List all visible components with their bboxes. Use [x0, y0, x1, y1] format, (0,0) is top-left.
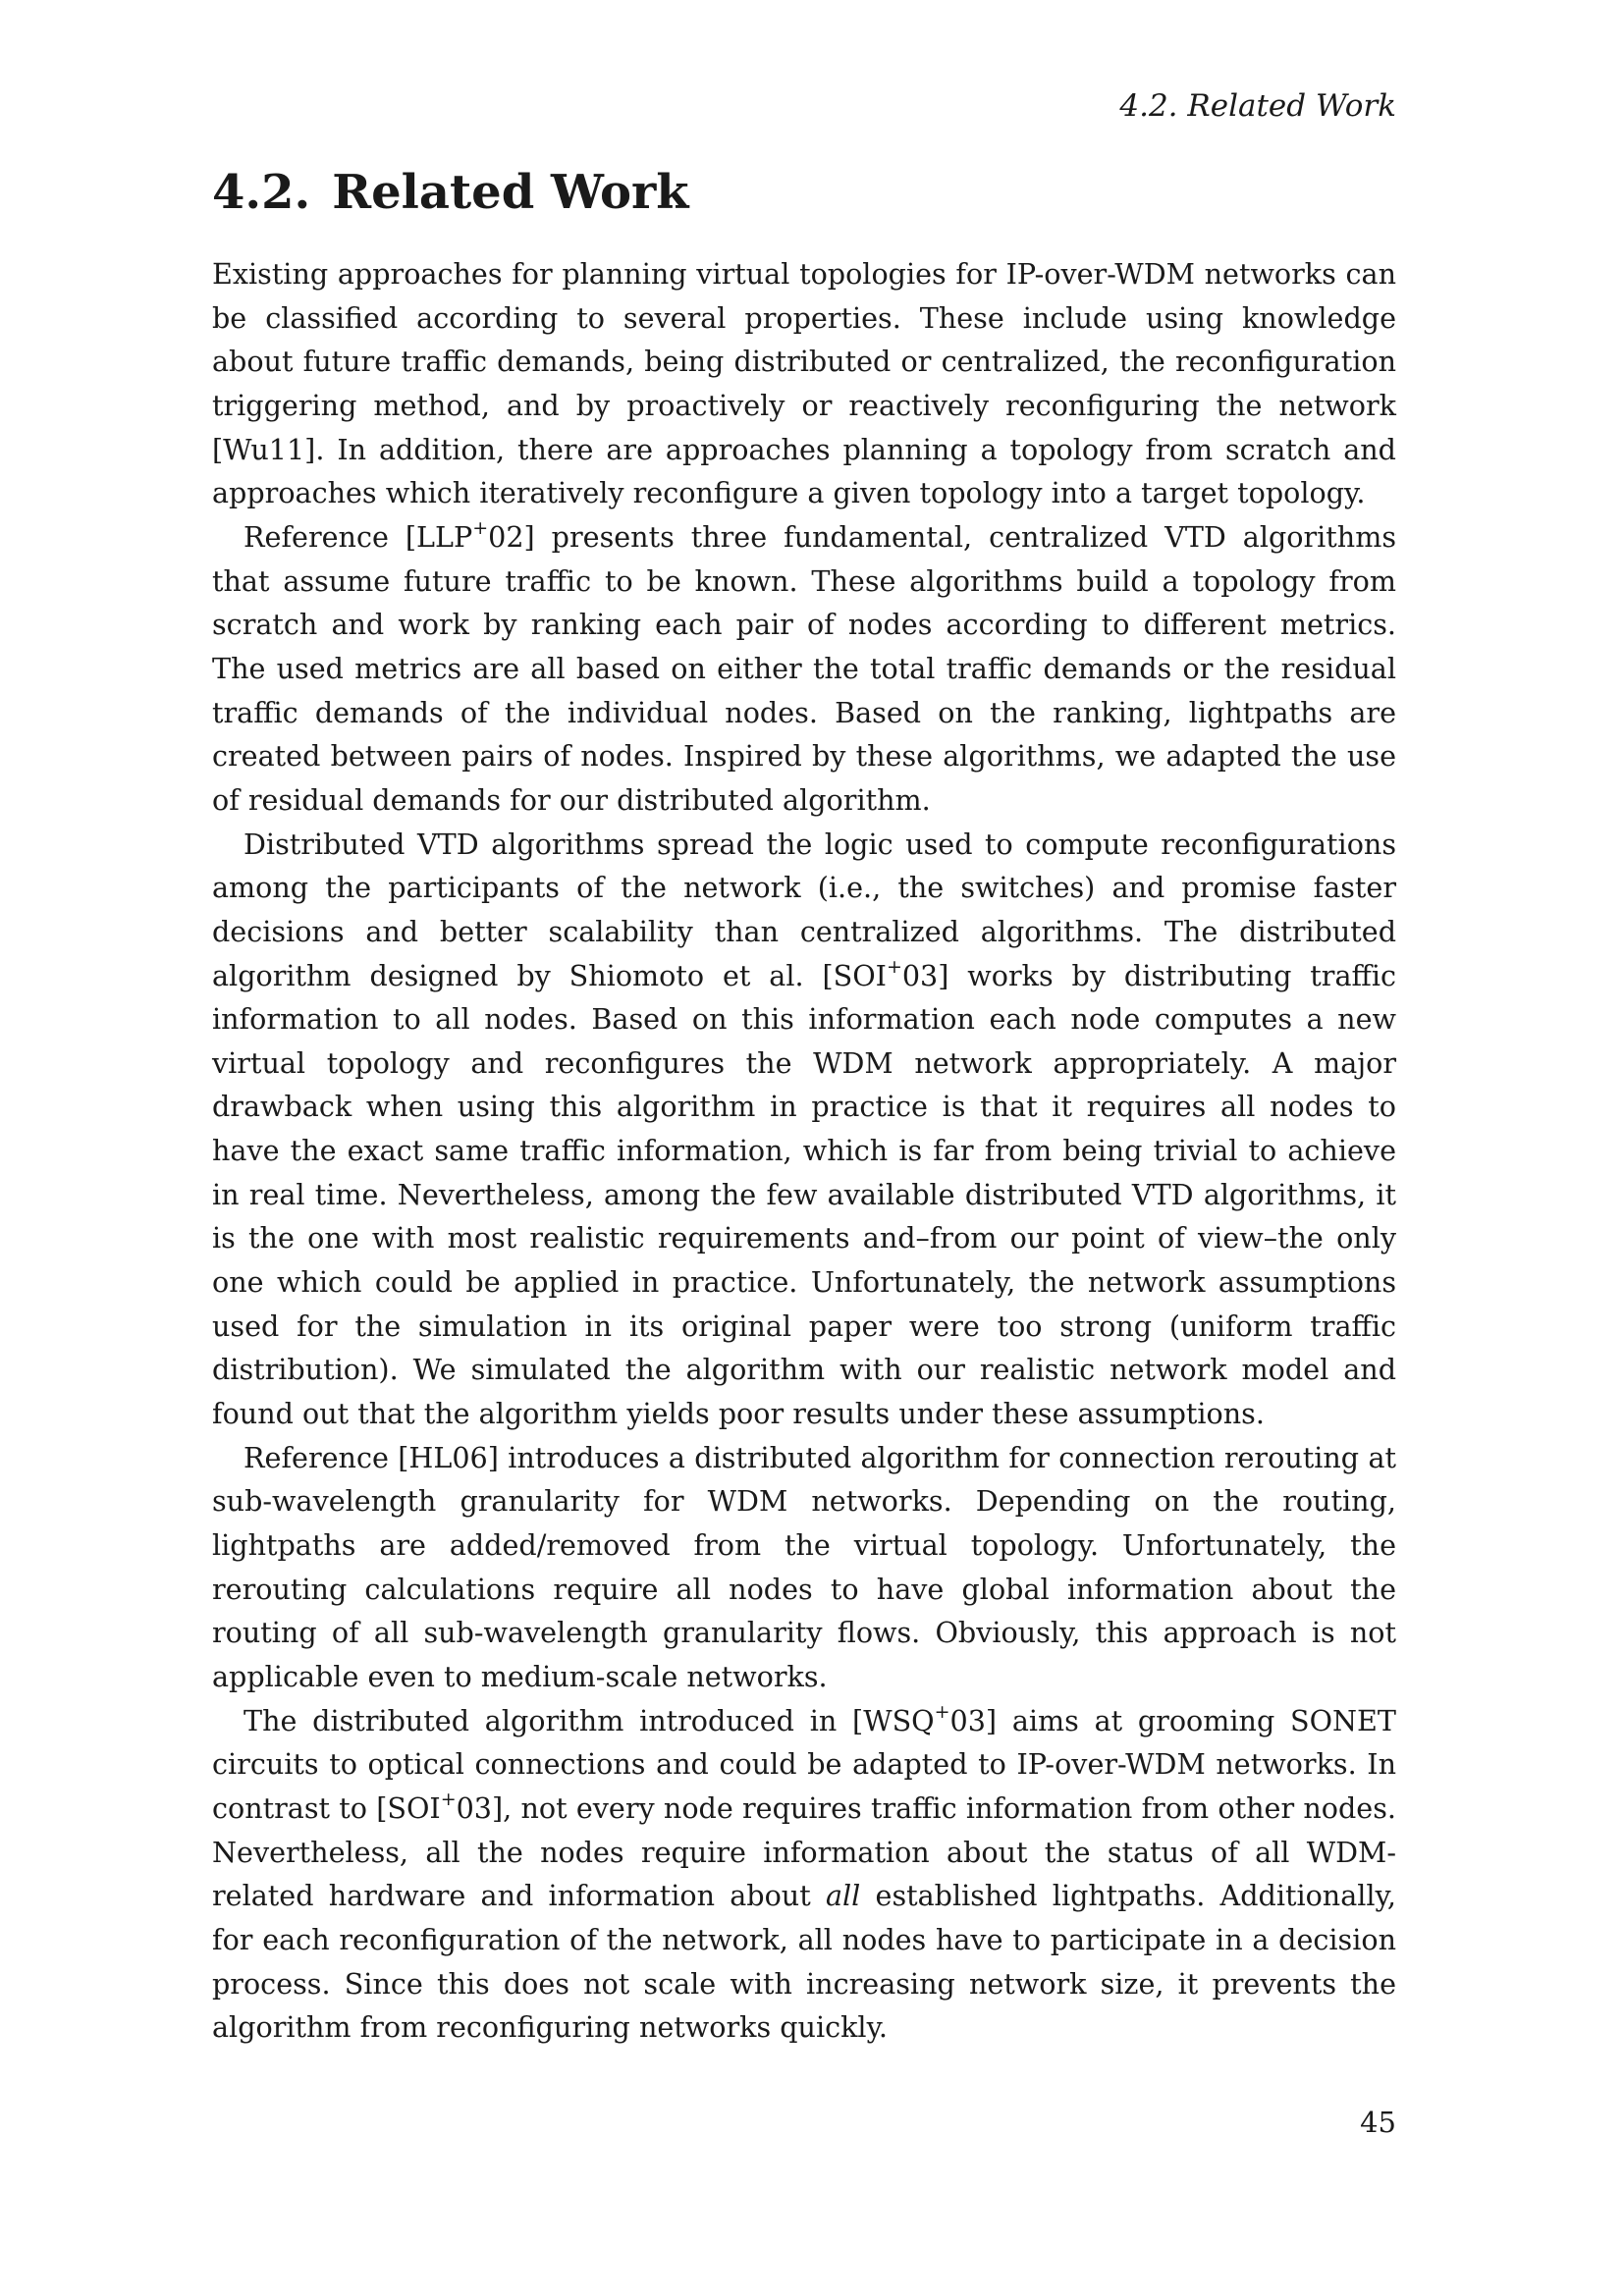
citation-sup: + — [934, 1701, 950, 1724]
page-number: 45 — [1360, 2106, 1396, 2139]
section-heading — [212, 163, 689, 222]
paragraph-intro: Existing approaches for planning virtual topologies for IP-over-WDM networks can be classified according to several properties. These include using knowledge about future traffic demands, being distributed or centralized, the reconfiguration triggering method, and by proactively or reactively reconfiguring the network [Wu11]. In addition, there are approaches planning a topology from scratch and approaches which iteratively reconfigure a given topology into a target topology. — [212, 257, 1396, 510]
citation-sup: + — [440, 1789, 457, 1811]
paragraph-distributed-vtd-lead: Distributed VTD algorithms spread the logic used to compute reconfigurations among the participants of the network (i.e., the switches) and promise faster decisions and better scalability than centralized algorithms. The distributed algorithm designed by Shiomoto et al. [SOI — [212, 827, 1396, 992]
paragraph-wsq03-lead: The distributed algorithm introduced in [WSQ — [244, 1703, 935, 1737]
emphasis-all: all — [825, 1879, 861, 1913]
paragraph-llp02-lead: Reference [LLP — [244, 519, 473, 554]
paragraph-distributed-vtd — [212, 823, 1396, 1436]
paragraph-wsq03-tail: established lightpaths. Additionally, for each reconfiguration of the network, all nodes have to participate in a decision process. Since this does not scale with increasing network size, it prevents the algorithm from reconfiguring networks quickly. — [212, 1879, 1397, 2045]
paragraph-wsq03-mid-tail: 03], not every node requires traffic information from other nodes. Nevertheless, all the nodes require information about the status of all WDM-related hardware and information about — [212, 1790, 1396, 1913]
paragraph-llp02 — [212, 515, 1396, 823]
citation-sup: + — [886, 955, 902, 978]
citation-sup: + — [472, 517, 489, 540]
paragraph-hl06: Reference [HL06] introduces a distributed algorithm for connection rerouting at sub-wavelength granularity for WDM networks. Depending on the routing, lightpaths are added/removed from the virtual topology. Unfortunately, the rerouting calculations require all nodes to have global information about the routing of all sub-wavelength granularity flows. Obviously, this approach is not applicable even to medium-scale networks. — [212, 1440, 1396, 1693]
paragraph-wsq03 — [212, 1699, 1396, 2050]
running-header: 4.2. Related Work — [1119, 88, 1396, 124]
paragraph-wsq03-mid: 03] aims at grooming SONET circuits to optical connections and could be adapted to IP-over-WDM networks. In contrast to [SOI — [212, 1703, 1396, 1825]
paragraph-distributed-vtd-tail: 03] works by distributing traffic information to all nodes. Based on this information each node computes a new virtual topology and reconfigures the WDM network appropriately. A major drawback when using this algorithm in practice is that it requires all nodes to have the exact same traffic information, which is far from being trivial to achieve in real time. Nevertheless, among the few available distributed VTD algorithms, it is the one with most realistic requirements and–from our point of view–the only one which could be applied in practice. Unfortunately, the network assumptions used for the simulation in its original paper were too strong (uniform traffic distribution). We simulated the algorithm with our realistic network model and found out that the algorithm yields poor results under these assumptions. — [212, 958, 1396, 1431]
section-title: Related Work — [332, 165, 689, 220]
section-number: 4.2. — [212, 165, 311, 220]
paragraph-llp02-tail: 02] presents three fundamental, centralized VTD algorithms that assume future traffic to be known. These algorithms build a topology from scratch and work by ranking each pair of nodes according to different metrics. The used metrics are all based on either the total traffic demands or the residual traffic demands of the individual nodes. Based on the ranking, lightpaths are created between pairs of nodes. Inspired by these algorithms, we adapted the use of residual demands for our distributed algorithm. — [212, 519, 1397, 817]
body-text — [212, 252, 1396, 2050]
